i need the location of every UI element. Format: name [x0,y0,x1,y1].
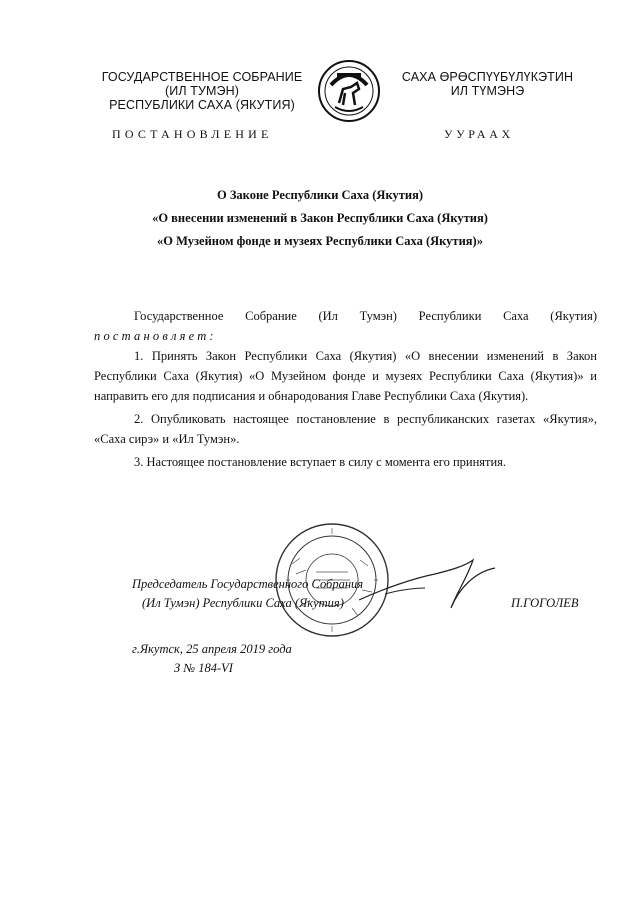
title-line-1: О Законе Республики Саха (Якутия) [216,188,424,202]
document-number: З № 184-VI [174,661,233,675]
place-and-date: г.Якутск, 25 апреля 2019 года [132,642,292,656]
document-type-sakha: УУРААХ [444,127,514,141]
item-2: 2. Опубликовать настоящее постановление в республиканских газетах «Якутия», «Саха сирэ» и «Ил Тумэн». [94,412,597,446]
item-3: 3. Настоящее постановление вступает в силу с момента его принятия. [134,455,507,469]
item-1: 1. Принять Закон Республики Саха (Якутия) «О внесении изменений в Закон Республики Саха (Якутия) «О Музейном фонде и музеях Республики Саха (Якутия)» и направить его для подписания и обнародования Главе Республики Саха (Якутия). [94,349,597,403]
coat-of-arms-icon [317,59,381,123]
document-body [94,306,597,472]
postanovlyaet-word: постановляет: [94,329,217,343]
signatory-position-line-2: (Ил Тумэн) Республики Саха (Якутия) [142,596,344,610]
issuer-sakha-line-2: ИЛ ТҮМЭНЭ [450,84,525,98]
issuer-line-3: РЕСПУБЛИКИ САХА (ЯКУТИЯ) [109,98,295,112]
document-type-russian: ПОСТАНОВЛЕНИЕ [112,127,273,141]
issuer-line-1: ГОСУДАРСТВЕННОЕ СОБРАНИЕ [101,70,303,84]
title-line-2: «О внесении изменений в Закон Республики Саха (Якутия) [152,211,488,225]
title-line-3: «О Музейном фонде и музеях Республики Саха (Якутия)» [157,234,483,248]
issuer-block-sakha [385,70,590,98]
signatory-name: П.ГОГОЛЕВ [511,596,579,610]
handwritten-signature [355,548,500,618]
signatory-position-line-1: Председатель Государственного Собрания [132,577,364,591]
intro-paragraph: Государственное Собрание (Ил Тумэн) Республики Саха (Якутия) [134,309,597,323]
document-title [60,184,580,253]
issuer-block-russian [88,70,316,112]
issuer-sakha-line-1: САХА ӨРӨСПҮҮБҮЛҮКЭТИН [401,70,574,84]
issuer-line-2: (ИЛ ТУМЭН) [165,84,239,98]
